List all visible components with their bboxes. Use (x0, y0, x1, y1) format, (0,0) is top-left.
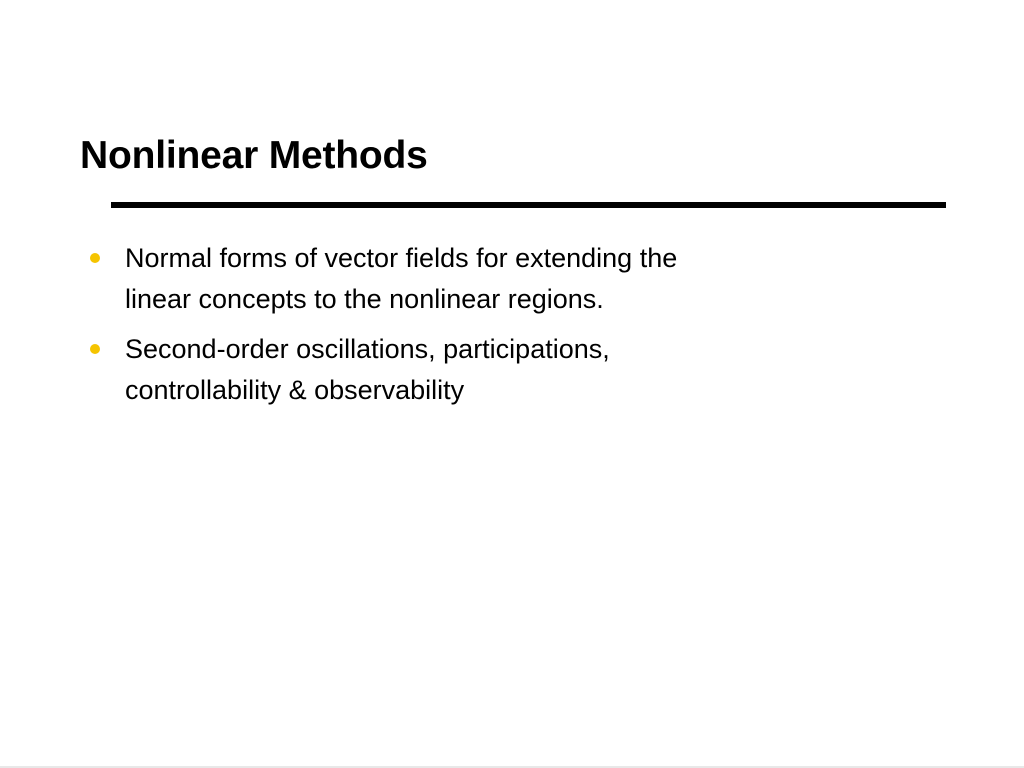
bullet-dot-icon (90, 253, 100, 263)
slide-title: Nonlinear Methods (80, 134, 428, 177)
bullet-item (88, 329, 848, 411)
title-underline-rule (111, 202, 946, 208)
bullet-list (88, 238, 848, 420)
bullet-text: Normal forms of vector fields for extending the linear concepts to the nonlinear regions. (125, 243, 678, 314)
bullet-item (88, 238, 848, 320)
bullet-dot-icon (90, 344, 100, 354)
bullet-text: Second-order oscillations, participations, controllability & observability (125, 334, 610, 405)
